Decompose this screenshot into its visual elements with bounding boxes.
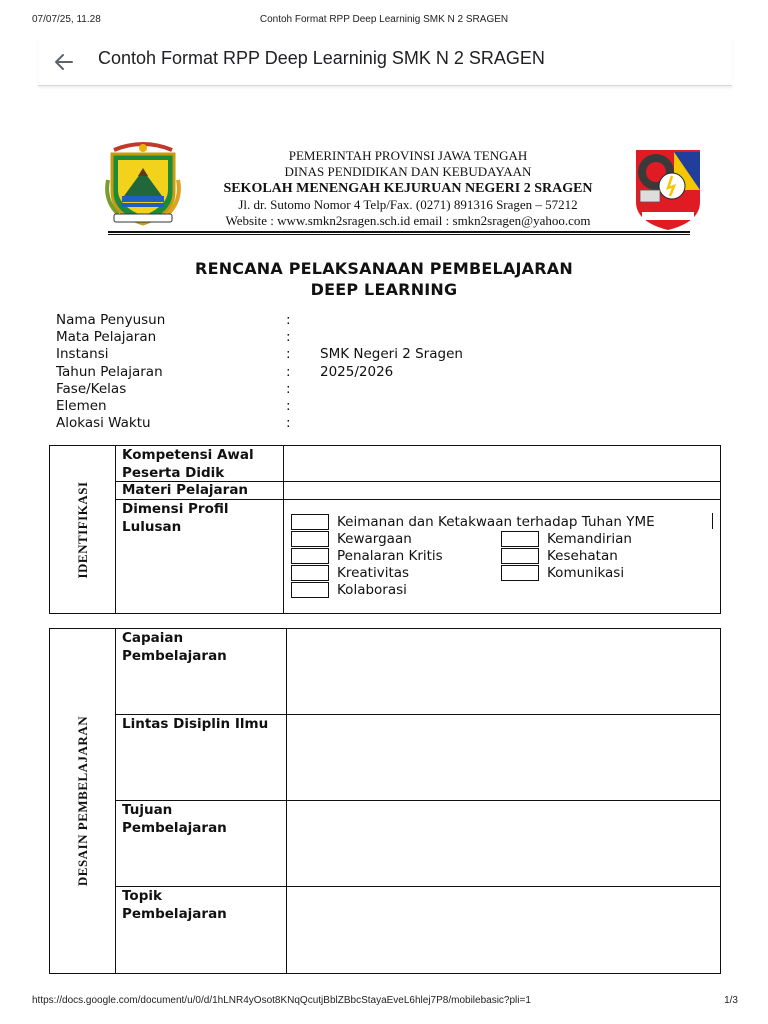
info-key: Tahun Pelajaran (56, 363, 163, 380)
page-number: 1/3 (724, 995, 738, 1006)
document-heading (0, 258, 768, 300)
print-header (0, 14, 768, 30)
info-value: 2025/2026 (320, 363, 394, 380)
letterhead-text (188, 148, 628, 229)
option-kemandirian: Kemandirian (547, 531, 632, 547)
letterhead-province: PEMERINTAH PROVINSI JAWA TENGAH (288, 148, 528, 163)
info-key: Alokasi Waktu (56, 415, 151, 432)
app-bar (38, 38, 732, 86)
info-colon: : (286, 397, 291, 414)
row-label: Tujuan Pembelajaran (116, 801, 287, 886)
identifikasi-table (49, 445, 721, 614)
letterhead (104, 140, 702, 236)
info-value: SMK Negeri 2 Sragen (320, 346, 463, 363)
row-label: Capaian Pembelajaran (116, 629, 287, 714)
table-row (116, 801, 720, 887)
info-colon: : (286, 329, 291, 346)
option-keimanan: Keimanan dan Ketakwaan terhadap Tuhan YME (337, 514, 655, 530)
info-row (56, 312, 656, 329)
jawa-tengah-emblem-icon (104, 140, 182, 228)
desain-section-label: DESAIN PEMBELAJARAN (50, 629, 116, 973)
info-colon: : (286, 363, 291, 380)
smk-n2-sragen-logo-icon (634, 146, 702, 232)
info-key: Mata Pelajaran (56, 329, 157, 346)
info-key: Instansi (56, 346, 109, 363)
table-row (116, 500, 720, 613)
option-penalaran-kritis: Penalaran Kritis (337, 548, 443, 564)
info-row (56, 364, 656, 381)
row-label: Lintas Disiplin Ilmu (116, 715, 287, 800)
checkbox-kemandirian[interactable] (501, 531, 539, 547)
arrow-left-icon[interactable] (52, 50, 76, 74)
info-row (56, 346, 656, 363)
letterhead-department: DINAS PENDIDIKAN DAN KEBUDAYAAN (284, 164, 532, 179)
checkbox-kesehatan[interactable] (501, 548, 539, 564)
desain-pembelajaran-table (49, 628, 721, 974)
letterhead-contact: Website : www.smkn2sragen.sch.id email : smkn2sragen@yahoo.com (225, 213, 591, 228)
table-row (116, 629, 720, 715)
checkbox-kreativitas[interactable] (291, 565, 329, 581)
info-colon: : (286, 415, 291, 432)
print-title: Contoh Format RPP Deep Learninig SMK N 2 SRAGEN (259, 14, 509, 25)
info-key: Elemen (56, 397, 107, 414)
info-colon: : (286, 346, 291, 363)
checkbox-kolaborasi[interactable] (291, 582, 329, 598)
option-kreativitas: Kreativitas (337, 565, 410, 581)
row-label: Dimensi Profil Lulusan (116, 500, 284, 613)
info-row (56, 415, 656, 432)
info-block (56, 312, 656, 432)
page-url: https://docs.google.com/document/u/0/d/1hLNR4yOsot8KNqQcutjBblZBbcStayaEveL6hlej7P8/mobilebasic?pli=1 (32, 995, 531, 1006)
heading-line1: RENCANA PELAKSANAAN PEMBELAJARAN (195, 259, 573, 278)
info-key: Fase/Kelas (56, 380, 127, 397)
letterhead-school: SEKOLAH MENENGAH KEJURUAN NEGERI 2 SRAGEN (223, 181, 593, 196)
table-row (116, 887, 720, 973)
info-colon: : (286, 380, 291, 397)
checkbox-komunikasi[interactable] (501, 565, 539, 581)
info-colon: : (286, 312, 291, 328)
table-row (116, 482, 720, 500)
option-kewargaan: Kewargaan (337, 531, 412, 547)
checkbox-keimanan[interactable] (291, 514, 329, 530)
print-datetime: 07/07/25, 11.28 (32, 14, 101, 25)
table-row (116, 446, 720, 482)
letterhead-rule-thick (108, 231, 690, 233)
text-cursor (712, 513, 713, 529)
identifikasi-section-label: IDENTIFIKASI (50, 446, 116, 613)
option-komunikasi: Komunikasi (547, 565, 625, 581)
info-row (56, 398, 656, 415)
info-row (56, 381, 656, 398)
option-kolaborasi: Kolaborasi (337, 582, 407, 598)
letterhead-rule-thin (108, 234, 690, 235)
info-row (56, 329, 656, 346)
letterhead-address: Jl. dr. Sutomo Nomor 4 Telp/Fax. (0271) 891316 Sragen – 57212 (238, 197, 578, 212)
table-row (116, 715, 720, 801)
document-title: Contoh Format RPP Deep Learninig SMK N 2 SRAGEN (98, 48, 545, 68)
row-label: Kompetensi Awal Peserta Didik (116, 446, 284, 481)
row-label: Materi Pelajaran (116, 482, 284, 499)
checkbox-penalaran-kritis[interactable] (291, 548, 329, 564)
row-label: Topik Pembelajaran (116, 887, 287, 973)
checkbox-kewargaan[interactable] (291, 531, 329, 547)
heading-line2: DEEP LEARNING (310, 280, 458, 299)
info-key: Nama Penyusun (56, 312, 166, 328)
option-kesehatan: Kesehatan (547, 548, 618, 564)
